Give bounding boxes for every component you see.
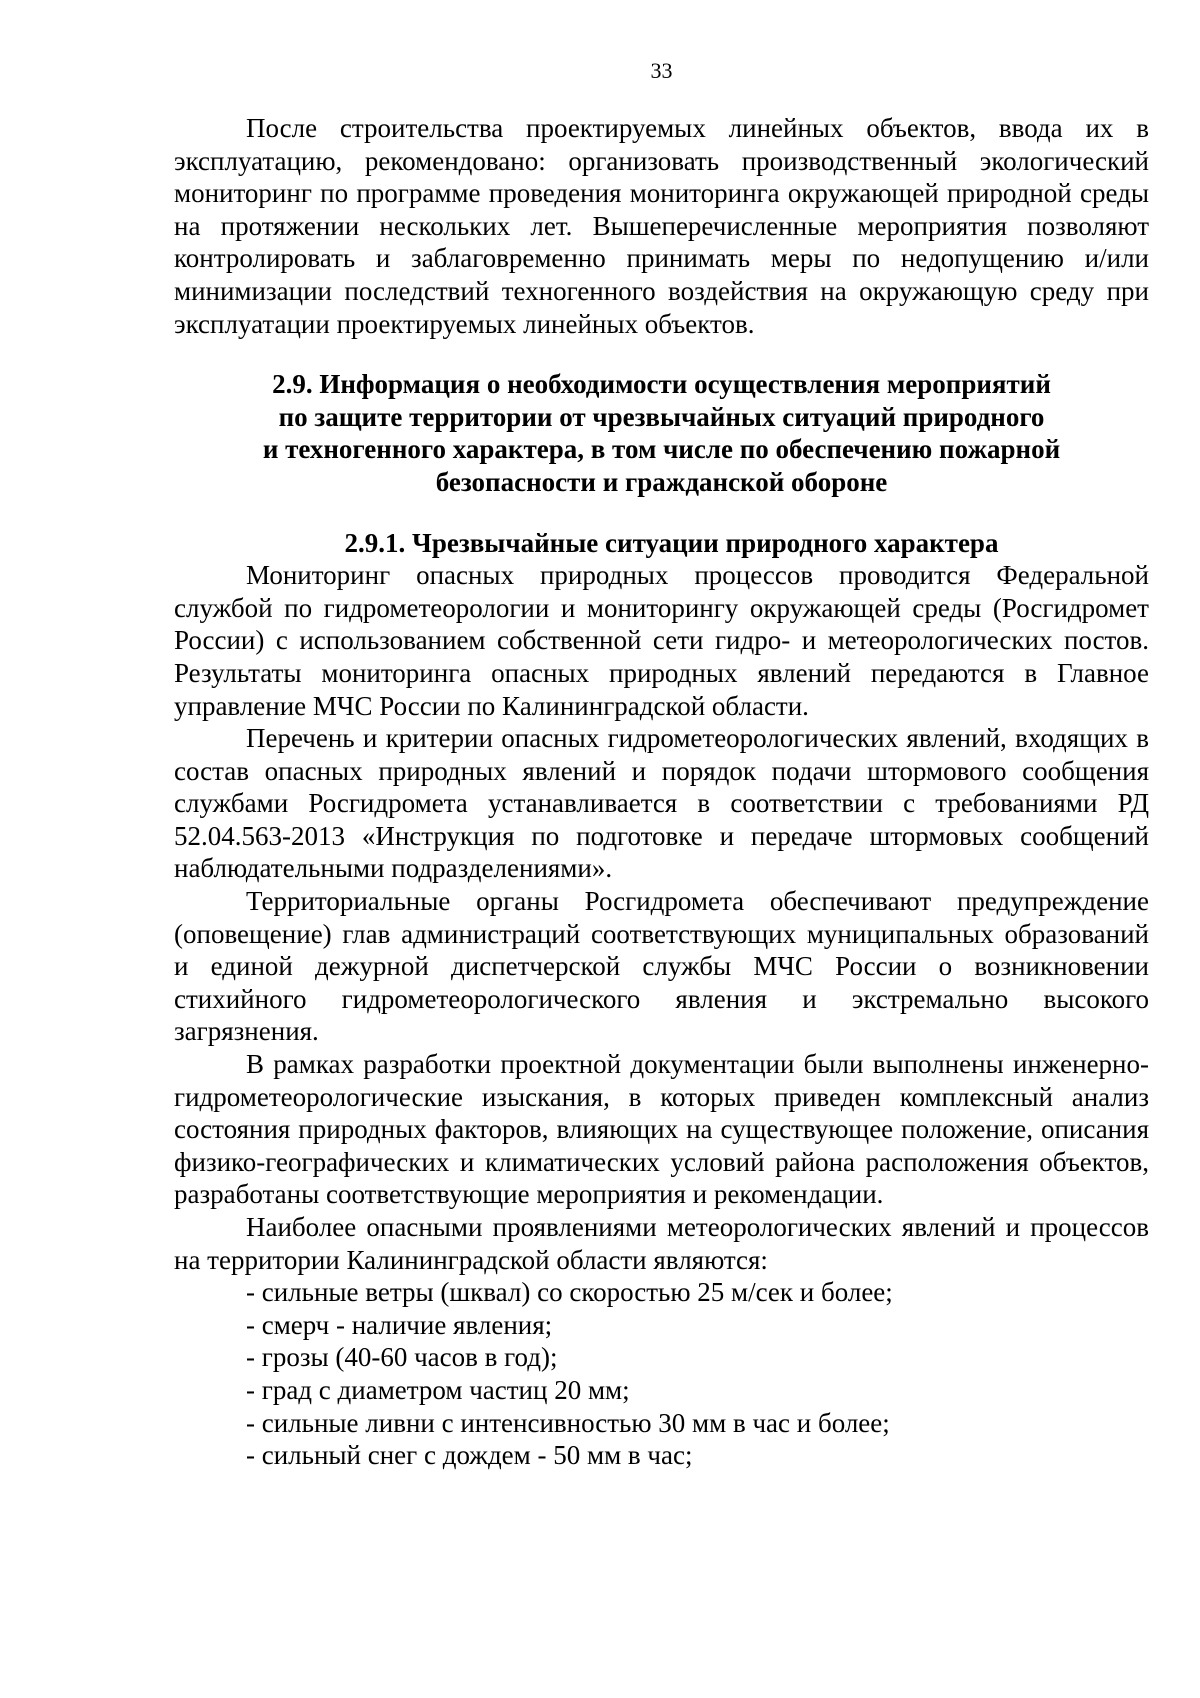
- hazard-list: [174, 1276, 1149, 1472]
- subsection-heading: 2.9.1. Чрезвычайные ситуации природного характера: [344, 527, 999, 558]
- section-heading: [174, 368, 1149, 498]
- paragraph-surveys: В рамках разработки проектной документации были выполнены инженерно-гидрометеорологические изыскания, в которых приведен комплексный анализ состояния природных факторов, влияющих на существующее положение, описания физико-географических и климатических условий района расположения объектов, разработаны соответствующие мероприятия и рекомендации.: [174, 1049, 1149, 1210]
- list-item: - смерч - наличие явления;: [246, 1309, 553, 1340]
- section-heading-line: по защите территории от чрезвычайных ситуаций природного: [278, 401, 1045, 432]
- paragraph-monitoring: Мониторинг опасных природных процессов проводится Федеральной службой по гидрометеорологии и мониторингу окружающей среды (Росгидромет России) с использованием собственной сети гидро- и метеорологических постов. Результаты мониторинга опасных природных явлений передаются в Главное управление МЧС России по Калининградской области.: [174, 560, 1149, 721]
- paragraph-criteria: Перечень и критерии опасных гидрометеорологических явлений, входящих в состав опасных природных явлений и порядок подачи штормового сообщения службами Росгидромета устанавливается в соответствии с требованиями РД 52.04.563-2013 «Инструкция по подготовке и передаче штормовых сообщений наблюдательными подразделениями».: [174, 723, 1149, 884]
- section-heading-line: и техногенного характера, в том числе по обеспечению пожарной: [262, 434, 1061, 465]
- list-item: - грозы (40-60 часов в год);: [246, 1342, 558, 1373]
- section-heading-line: 2.9. Информация о необходимости осуществления мероприятий: [272, 369, 1051, 400]
- list-item: - сильные ветры (шквал) со скоростью 25 м/сек и более;: [246, 1277, 893, 1308]
- section-heading-line: безопасности и гражданской обороне: [435, 466, 888, 497]
- page-number: 33: [650, 58, 673, 83]
- intro-paragraph: После строительства проектируемых линейных объектов, ввода их в эксплуатацию, рекомендовано: организовать производственный экологический мониторинг по программе проведения мониторинга окружающей природной среды на протяжении нескольких лет. Вышеперечисленные мероприятия позволяют контролировать и заблаговременно принимать меры по недопущению и/или минимизации последствий техногенного воздействия на окружающую среду при эксплуатации проектируемых линейных объектов.: [174, 113, 1149, 339]
- list-item: - сильный снег с дождем - 50 мм в час;: [246, 1440, 693, 1471]
- list-item: - град с диаметром частиц 20 мм;: [246, 1374, 630, 1405]
- page-content: [174, 112, 1149, 1472]
- paragraph-territorial-bodies: Территориальные органы Росгидромета обеспечивают предупреждение (оповещение) глав администраций соответствующих муниципальных образований и единой дежурной диспетчерской службы МЧС России о возникновении стихийного гидрометеорологического явления и экстремально высокого загрязнения.: [174, 886, 1149, 1047]
- list-item: - сильные ливни с интенсивностью 30 мм в час и более;: [246, 1407, 890, 1438]
- paragraph-hazards-intro: Наиболее опасными проявлениями метеорологических явлений и процессов на территории Калининградской области являются:: [174, 1212, 1149, 1275]
